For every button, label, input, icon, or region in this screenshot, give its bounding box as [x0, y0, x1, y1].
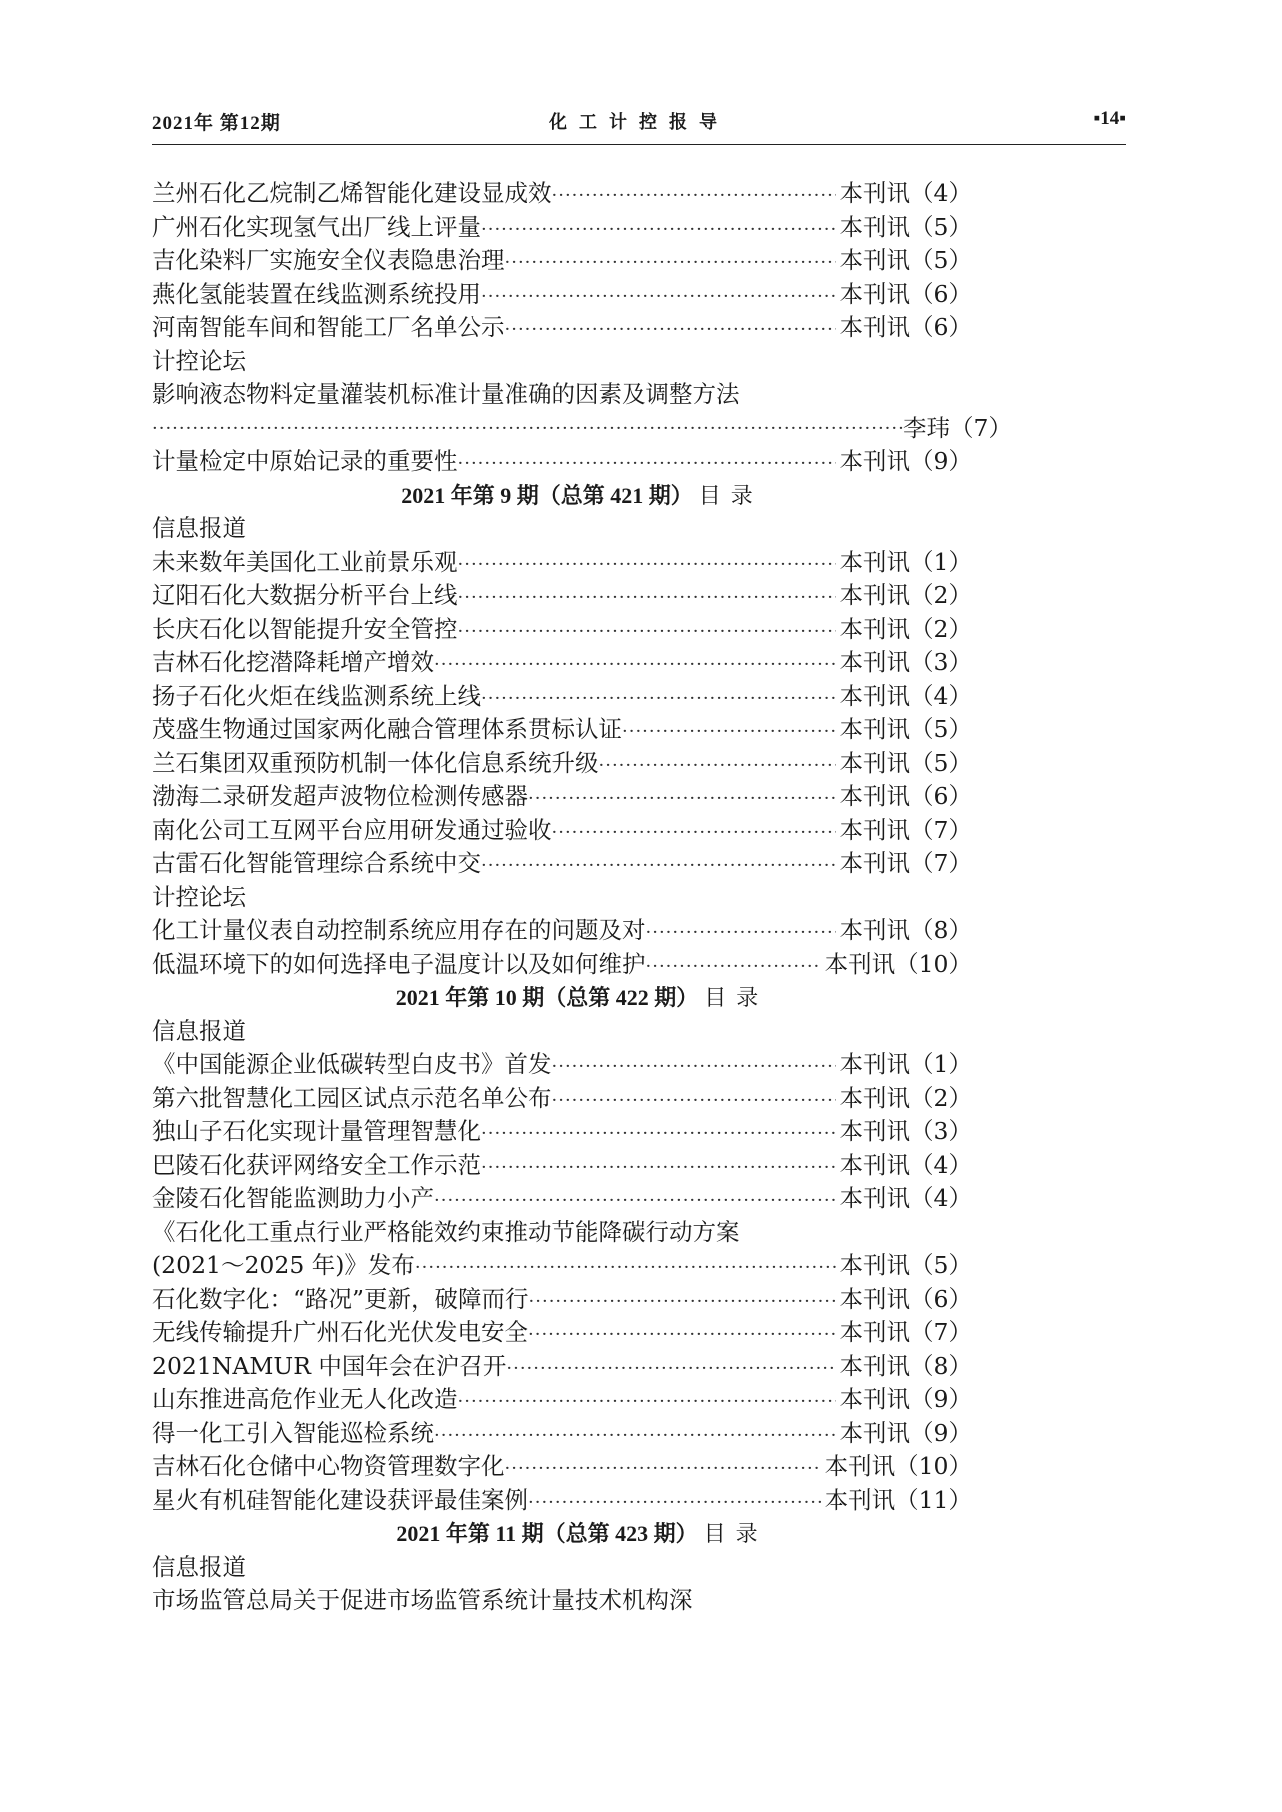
toc-entry: 得一化工引入智能巡检系统 ····· 本刊讯 （9） [152, 1417, 972, 1451]
toc-entry: 辽阳石化大数据分析平台上线 ····· 本刊讯 （2） [152, 579, 972, 613]
toc-entry-title: 市场监管总局关于促进市场监管系统计量技术机构深 [152, 1586, 693, 1614]
leader-dots [552, 1084, 836, 1118]
leader-dots [481, 213, 836, 247]
leader-dots [458, 548, 836, 582]
leader-dots [622, 715, 836, 749]
toc-entry: 渤海二录研发超声波物位检测传感器 ····· 本刊讯 （6） [152, 780, 972, 814]
toc-entry: 《中国能源企业低碳转型白皮书》首发 ····· 本刊讯 （1） [152, 1048, 972, 1082]
header-page-number: ▪14▪ [1093, 108, 1126, 129]
toc-entry: 金陵石化智能监测助力小产 ····· 本刊讯 （4） [152, 1182, 972, 1216]
toc-entry-continuation: ····· 李玮（7） [152, 412, 1012, 446]
leader-dots [434, 1419, 836, 1453]
toc-entry: 兰州石化乙烷制乙烯智能化建设显成效 ····· 本刊讯 （4） [152, 177, 972, 211]
leader-dots [528, 1486, 821, 1520]
leader-dots [458, 447, 836, 481]
leader-dots [552, 816, 836, 850]
toc-entry: 独山子石化实现计量管理智慧化 ····· 本刊讯 （3） [152, 1115, 972, 1149]
toc-block-1 [152, 177, 1012, 479]
toc-entry: 古雷石化智能管理综合系统中交 ····· 本刊讯 （7） [152, 847, 972, 881]
header-journal-title: 化工计控报导 [549, 112, 729, 132]
leader-dots [646, 950, 821, 984]
toc-entry: 扬子石化火炬在线监测系统上线 ····· 本刊讯 （4） [152, 680, 972, 714]
leader-dots [529, 1285, 836, 1319]
toc-entry: 2021NAMUR 中国年会在沪召开 ····· 本刊讯 （8） [152, 1350, 972, 1384]
toc-issue-11 [152, 1517, 1012, 1618]
toc-entry: 茂盛生物通过国家两化融合管理体系贯标认证 ····· 本刊讯 （5） [152, 713, 972, 747]
leader-dots [552, 179, 836, 213]
issue-heading: 2021 年第 10 期（总第 422 期） 目录 [395, 985, 769, 1011]
leader-dots [458, 615, 836, 649]
leader-dots [152, 412, 903, 446]
toc-entry: 广州石化实现氢气出厂线上评量 ····· 本刊讯 （5） [152, 211, 972, 245]
leader-dots [481, 1151, 836, 1185]
toc-entry: 吉林石化仓储中心物资管理数字化 ····· 本刊讯 （10） [152, 1450, 972, 1484]
toc-entry: 长庆石化以智能提升安全管控 ····· 本刊讯 （2） [152, 613, 972, 647]
toc-entry: 第六批智慧化工园区试点示范名单公布 ····· 本刊讯 （2） [152, 1082, 972, 1116]
toc-entry: 化工计量仪表自动控制系统应用存在的问题及对 ····· 本刊讯 （8） [152, 914, 972, 948]
leader-dots [505, 313, 836, 347]
toc-entry: 燕化氢能装置在线监测系统投用 ····· 本刊讯 （6） [152, 278, 972, 312]
leader-dots [481, 1117, 836, 1151]
header-issue-label: 2021年 第12期 [152, 113, 281, 134]
section-heading: 信息报道 [152, 1552, 246, 1581]
leader-dots [505, 1452, 821, 1486]
toc-entry: 巴陵石化获评网络安全工作示范 ····· 本刊讯 （4） [152, 1149, 972, 1183]
issue-heading: 2021 年第 11 期（总第 423 期） 目录 [396, 1521, 768, 1547]
toc-entry: 未来数年美国化工业前景乐观 ····· 本刊讯 （1） [152, 546, 972, 580]
toc-entry: 石化数字化：“路况”更新，破障而行 ····· 本刊讯 （6） [152, 1283, 972, 1317]
toc-entry: 南化公司工互网平台应用研发通过验收 ····· 本刊讯 （7） [152, 814, 972, 848]
running-header [152, 108, 1126, 145]
toc-entry: 河南智能车间和智能工厂名单公示 ····· 本刊讯 （6） [152, 311, 972, 345]
leader-dots [481, 280, 836, 314]
leader-dots [481, 849, 836, 883]
leader-dots [528, 1318, 836, 1352]
leader-dots [646, 916, 836, 950]
toc-entry: 低温环境下的如何选择电子温度计以及如何维护 ····· 本刊讯 （10） [152, 948, 972, 982]
leader-dots [552, 1050, 836, 1084]
toc-entry: 吉林石化挖潜降耗增产增效 ····· 本刊讯 （3） [152, 646, 972, 680]
toc-entry-title: 《石化化工重点行业严格能效约束推动节能降碳行动方案 [152, 1217, 740, 1246]
toc-entry: 吉化染料厂实施安全仪表隐患治理 ····· 本刊讯 （5） [152, 244, 972, 278]
section-heading: 信息报道 [152, 514, 246, 542]
leader-dots [599, 749, 836, 783]
leader-dots [505, 246, 836, 280]
toc-entry: 无线传输提升广州石化光伏发电安全 ····· 本刊讯 （7） [152, 1316, 972, 1350]
leader-dots [434, 1184, 836, 1218]
leader-dots [434, 648, 836, 682]
section-heading: 信息报道 [152, 1016, 246, 1045]
leader-dots [458, 581, 836, 615]
toc-entry: 兰石集团双重预防机制一体化信息系统升级 ····· 本刊讯 （5） [152, 747, 972, 781]
leader-dots [506, 1352, 835, 1386]
toc-entry-title: 影响液态物料定量灌装机标准计量准确的因素及调整方法 [152, 380, 740, 408]
toc-entry: 山东推进高危作业无人化改造 ····· 本刊讯 （9） [152, 1383, 972, 1417]
section-heading: 计控论坛 [152, 882, 246, 911]
leader-dots [415, 1251, 836, 1285]
leader-dots [528, 782, 836, 816]
toc-issue-10 [152, 981, 1012, 1517]
toc-issue-9 [152, 479, 1012, 982]
leader-dots [458, 1385, 836, 1419]
toc-entry: (2021～2025 年)》发布 ····· 本刊讯 （5） [152, 1249, 972, 1283]
toc-entry: 计量检定中原始记录的重要性 ····· 本刊讯 （9） [152, 445, 972, 479]
section-heading: 计控论坛 [152, 346, 246, 375]
table-of-contents [152, 177, 1012, 1618]
issue-heading: 2021 年第 9 期（总第 421 期） 目录 [401, 482, 763, 509]
toc-entry: 星火有机硅智能化建设获评最佳案例 ····· 本刊讯 （11） [152, 1484, 972, 1518]
leader-dots [481, 682, 836, 716]
